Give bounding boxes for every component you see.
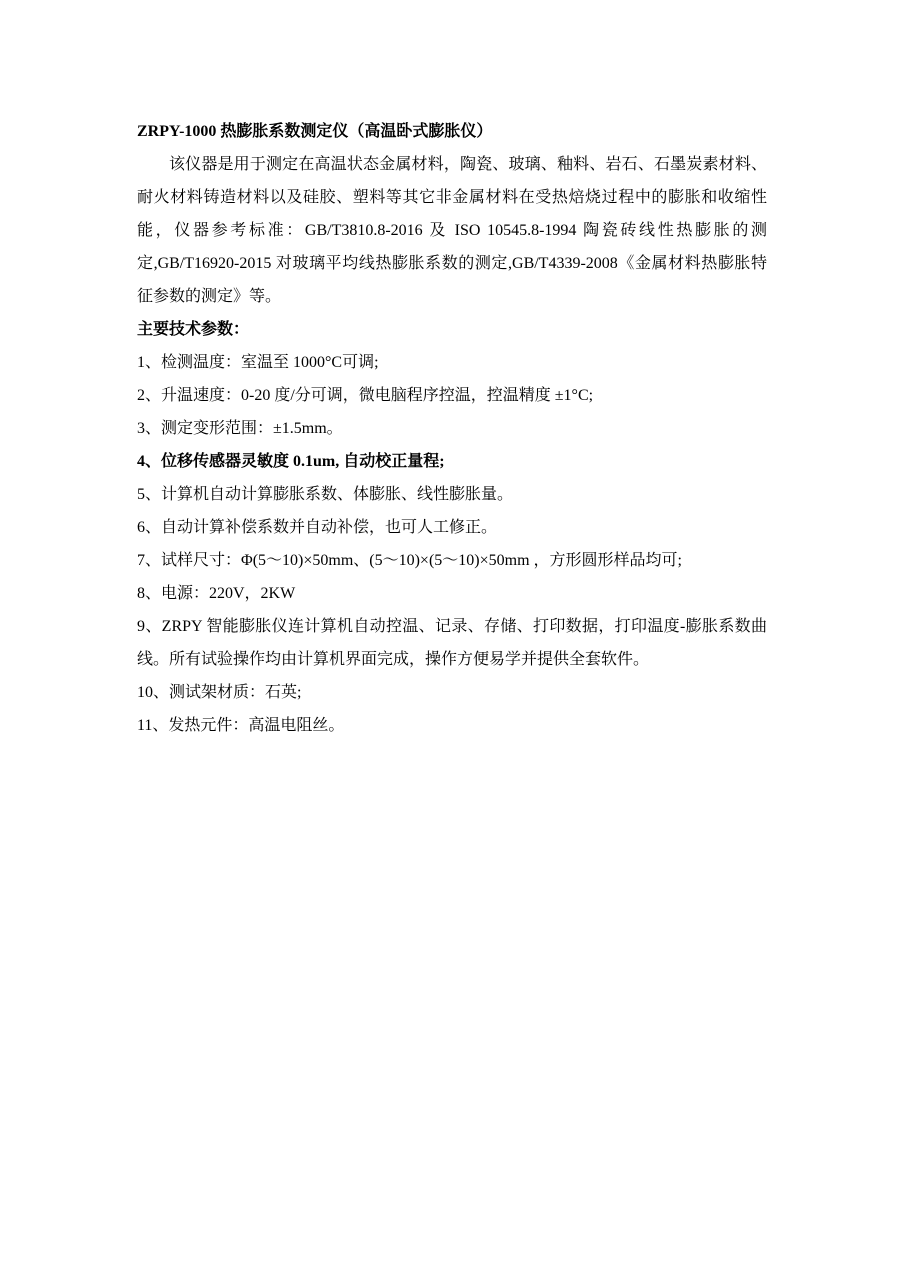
document-title: ZRPY-1000 热膨胀系数测定仪（高温卧式膨胀仪）	[137, 123, 493, 140]
param-item-11: 11、发热元件：高温电阻丝。	[137, 717, 345, 734]
param-item-9: 9、ZRPY 智能膨胀仪连计算机自动控温、记录、存储、打印数据，打印温度-膨胀系数曲线。所有试验操作均由计算机界面完成，操作方便易学并提供全套软件。	[137, 618, 767, 668]
param-item-2: 2、升温速度：0-20 度/分可调，微电脑程序控温，控温精度 ±1°C;	[137, 387, 594, 404]
document-body	[137, 115, 767, 742]
param-item-10: 10、测试架材质：石英;	[137, 684, 302, 701]
param-item-6: 6、自动计算补偿系数并自动补偿，也可人工修正。	[137, 519, 498, 536]
params-heading: 主要技术参数：	[137, 321, 250, 338]
param-item-7: 7、试样尺寸：Φ(5～10)×50mm、(5～10)×(5～10)×50mm ，方形圆形样品均可;	[137, 552, 682, 569]
param-item-8: 8、电源：220V，2KW	[137, 585, 296, 602]
param-item-3: 3、测定变形范围：±1.5mm。	[137, 420, 343, 437]
param-item-1: 1、检测温度：室温至 1000°C可调;	[137, 354, 379, 371]
intro-paragraph: 该仪器是用于测定在高温状态金属材料，陶瓷、玻璃、釉料、岩石、石墨炭素材料、耐火材料铸造材料以及硅胶、塑料等其它非金属材料在受热焙烧过程中的膨胀和收缩性能，仪器参考标准：GB/T3810.8-2016 及 ISO 10545.8-1994 陶瓷砖线性热膨胀的测定,GB/T16920-2015 对玻璃平均线热膨胀系数的测定,GB/T4339-2008《金属材料热膨胀特征参数的测定》等。	[137, 156, 767, 305]
param-item-5: 5、计算机自动计算膨胀系数、体膨胀、线性膨胀量。	[137, 486, 514, 503]
param-item-4: 4、位移传感器灵敏度 0.1um, 自动校正量程;	[137, 453, 445, 470]
